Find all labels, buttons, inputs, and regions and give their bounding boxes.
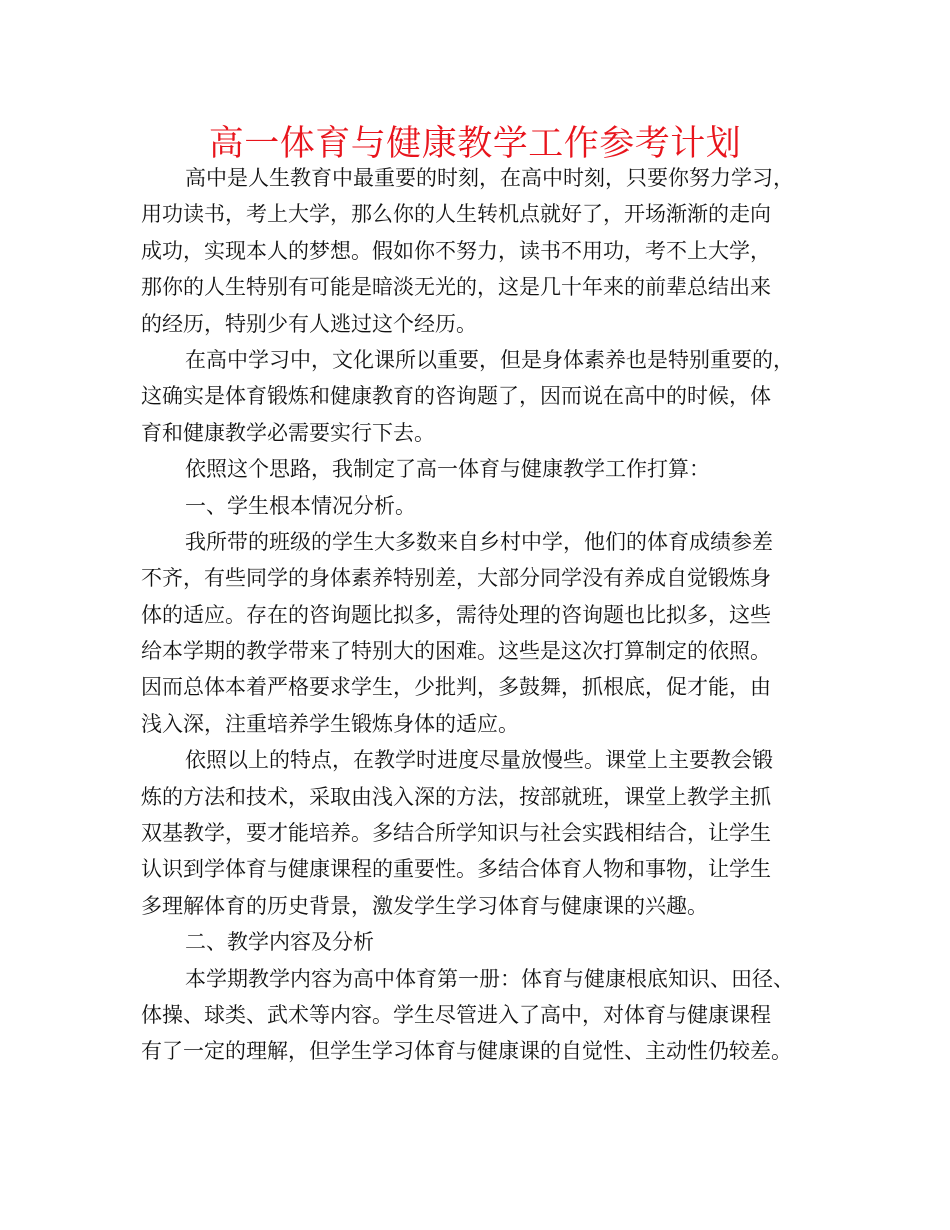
text-line: 因而总体本着严格要求学生，少批判，多鼓舞，抓根底，促才能，由	[141, 675, 771, 700]
text-line: 一、学生根本情况分析。	[185, 493, 416, 518]
text-line: 双基教学，要才能培养。多结合所学知识与社会实践相结合，让学生	[141, 821, 771, 846]
text-line: 高中是人生教育中最重要的时刻，在高中时刻，只要你努力学习，	[185, 166, 794, 190]
text-line: 浅入深，注重培养学生锻炼身体的适应。	[141, 711, 519, 736]
text-line: 体操、球类、武术等内容。学生尽管进入了高中，对体育与健康课程	[141, 1002, 771, 1027]
text-line: 本学期教学内容为高中体育第一册：体育与健康根底知识、田径、	[185, 966, 794, 991]
text-line: 二、教学内容及分析	[185, 930, 374, 955]
text-line: 那你的人生特别有可能是暗淡无光的，这是几十年来的前辈总结出来	[141, 275, 771, 300]
text-line: 体的适应。存在的咨询题比拟多，需待处理的咨询题也比拟多，这些	[141, 602, 771, 627]
text-line: 在高中学习中，文化课所以重要，但是身体素养也是特别重要的，	[185, 347, 794, 372]
text-line: 有了一定的理解，但学生学习体育与健康课的自觉性、主动性仍较差。	[141, 1039, 792, 1064]
text-line: 认识到学体育与健康课程的重要性。多结合体育人物和事物，让学生	[141, 857, 771, 882]
text-line: 这确实是体育锻炼和健康教育的咨询题了，因而说在高中的时候，体	[141, 384, 771, 409]
text-line: 用功读书，考上大学，那么你的人生转机点就好了，开场渐渐的走向	[141, 202, 771, 227]
text-line: 依照这个思路，我制定了高一体育与健康教学工作打算：	[185, 457, 710, 482]
text-line: 多理解体育的历史背景，激发学生学习体育与健康课的兴趣。	[141, 893, 708, 918]
text-line: 依照以上的特点，在教学时进度尽量放慢些。课堂上主要教会锻	[185, 748, 773, 773]
text-line: 我所带的班级的学生大多数来自乡村中学，他们的体育成绩参差	[185, 529, 773, 554]
document-title: 高一体育与健康教学工作参考计划	[208, 124, 742, 164]
text-line: 成功，实现本人的梦想。假如你不努力，读书不用功，考不上大学，	[141, 238, 771, 263]
text-line: 炼的方法和技术，采取由浅入深的方法，按部就班，课堂上教学主抓	[141, 784, 771, 809]
text-line: 不齐，有些同学的身体素养特别差，大部分同学没有养成自觉锻炼身	[141, 566, 771, 591]
document-body	[141, 160, 831, 1070]
text-line: 育和健康教学必需要实行下去。	[141, 420, 435, 445]
text-line: 给本学期的教学带来了特别大的困难。这些是这次打算制定的依照。	[141, 639, 771, 664]
text-line: 的经历，特别少有人逃过这个经历。	[141, 311, 477, 336]
